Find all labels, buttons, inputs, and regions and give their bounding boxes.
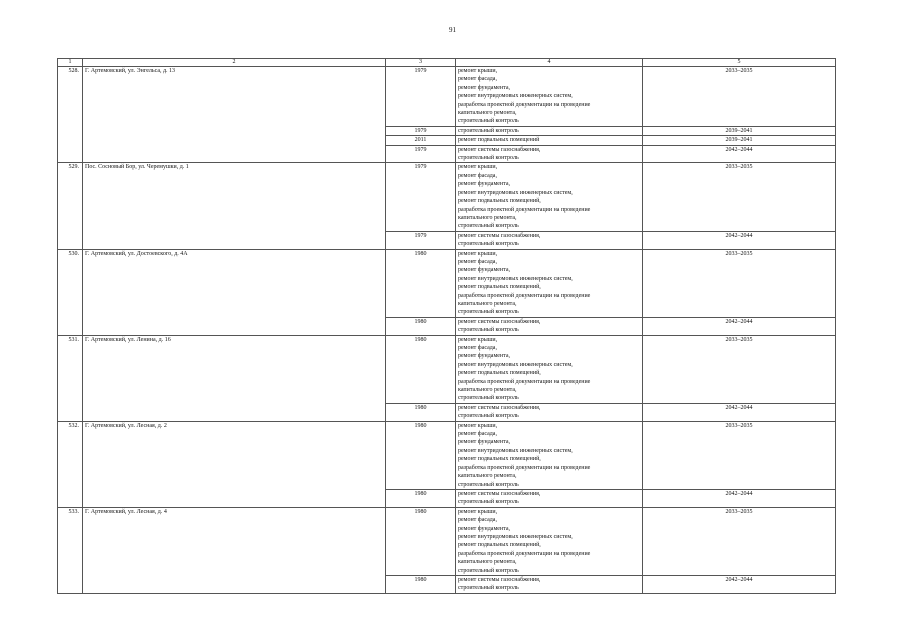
work-item: ремонт крыши, (458, 508, 498, 515)
year-cell: 1980 (386, 249, 456, 317)
period-cell: 2042–2044 (643, 145, 836, 163)
period-cell: 2039–2041 (643, 126, 836, 135)
table-row (58, 249, 836, 317)
row-number: 529. (58, 163, 83, 249)
address-cell: Г. Артемовский, ул. Лесная, д. 4 (83, 507, 386, 593)
work-item: ремонт подвальных помещений, (458, 284, 541, 291)
repair-schedule-table (57, 58, 836, 594)
work-item: ремонт внутридомовых инженерных систем, (458, 361, 573, 368)
works-cell (456, 249, 643, 317)
year-cell: 1980 (386, 317, 456, 335)
work-item: ремонт внутридомовых инженерных систем, (458, 189, 573, 196)
work-item: ремонт фасада, (458, 517, 497, 524)
page-number: 91 (449, 26, 456, 34)
address-cell: Пос. Сосновый Бор, ул. Черемушки, д. 1 (83, 163, 386, 249)
works-cell (456, 489, 643, 507)
period-cell: 2033–2035 (643, 335, 836, 403)
work-item: ремонт подвальных помещений, (458, 370, 541, 377)
work-item: ремонт фундамента, (458, 267, 510, 274)
year-cell: 1980 (386, 489, 456, 507)
work-item: ремонт системы газоснабжения, (458, 576, 541, 583)
period-cell: 2042–2044 (643, 575, 836, 593)
work-item: строительный контроль (458, 155, 519, 162)
work-item: ремонт крыши, (458, 164, 498, 171)
work-item: ремонт крыши, (458, 336, 498, 343)
work-item: капитального ремонта, (458, 110, 517, 117)
header-col-3: 3 (386, 59, 456, 67)
work-item: ремонт подвальных помещений, (458, 198, 541, 205)
table-row (58, 421, 836, 489)
table-body (58, 67, 836, 594)
table-row (58, 163, 836, 231)
year-cell: 1980 (386, 403, 456, 421)
work-item: строительный контроль (458, 118, 519, 125)
period-cell: 2039–2041 (643, 136, 836, 145)
work-item: строительный контроль (458, 223, 519, 230)
period-cell: 2033–2035 (643, 67, 836, 127)
work-item: разработка проектной документации на проведение (458, 206, 591, 213)
work-item: ремонт фундамента, (458, 84, 510, 91)
work-item: строительный контроль (458, 567, 519, 574)
table-row (58, 335, 836, 403)
work-item: капитального ремонта, (458, 559, 517, 566)
table-header-row (58, 59, 836, 67)
work-item: строительный контроль (458, 395, 519, 402)
table-row (58, 67, 836, 127)
work-item: капитального ремонта, (458, 473, 517, 480)
works-cell (456, 163, 643, 231)
header-col-2: 2 (83, 59, 386, 67)
work-item: ремонт системы газоснабжения, (458, 318, 541, 325)
address-cell: Г. Артемовский, ул. Лесная, д. 2 (83, 421, 386, 507)
works-cell (456, 335, 643, 403)
header-col-4: 4 (456, 59, 643, 67)
work-item: ремонт фасада, (458, 172, 497, 179)
work-item: разработка проектной документации на проведение (458, 550, 591, 557)
year-cell: 1980 (386, 421, 456, 489)
year-cell: 2011 (386, 136, 456, 145)
works-cell (456, 231, 643, 249)
work-item: ремонт фундамента, (458, 181, 510, 188)
work-item: ремонт фундамента, (458, 439, 510, 446)
work-item: разработка проектной документации на проведение (458, 292, 591, 299)
work-item: капитального ремонта, (458, 214, 517, 221)
period-cell: 2042–2044 (643, 317, 836, 335)
period-cell: 2042–2044 (643, 489, 836, 507)
work-item: ремонт внутридомовых инженерных систем, (458, 93, 573, 100)
work-item: ремонт фундамента, (458, 525, 510, 532)
works-cell (456, 507, 643, 575)
work-item: ремонт подвальных помещений, (458, 456, 541, 463)
period-cell: 2033–2035 (643, 507, 836, 575)
work-item: капитального ремонта, (458, 387, 517, 394)
address-cell: Г. Артемовский, ул. Ленина, д. 16 (83, 335, 386, 421)
work-item: разработка проектной документации на проведение (458, 378, 591, 385)
works-cell (456, 403, 643, 421)
work-item: ремонт подвальных помещений (458, 137, 540, 144)
works-cell (456, 421, 643, 489)
year-cell: 1980 (386, 507, 456, 575)
year-cell: 1980 (386, 575, 456, 593)
year-cell: 1979 (386, 145, 456, 163)
row-number: 533. (58, 507, 83, 593)
work-item: ремонт подвальных помещений, (458, 542, 541, 549)
work-item: ремонт системы газоснабжения, (458, 490, 541, 497)
header-col-5: 5 (643, 59, 836, 67)
row-number: 528. (58, 67, 83, 163)
year-cell: 1979 (386, 163, 456, 231)
works-cell (456, 136, 643, 145)
work-item: строительный контроль (458, 241, 519, 248)
work-item: строительный контроль (458, 309, 519, 316)
work-item: строительный контроль (458, 585, 519, 592)
works-cell (456, 317, 643, 335)
period-cell: 2042–2044 (643, 231, 836, 249)
work-item: разработка проектной документации на проведение (458, 101, 591, 108)
work-item: ремонт внутридомовых инженерных систем, (458, 275, 573, 282)
period-cell: 2033–2035 (643, 421, 836, 489)
header-col-1: 1 (58, 59, 83, 67)
row-number: 530. (58, 249, 83, 335)
period-cell: 2042–2044 (643, 403, 836, 421)
work-item: капитального ремонта, (458, 300, 517, 307)
work-item: ремонт системы газоснабжения, (458, 146, 541, 153)
work-item: ремонт фасада, (458, 76, 497, 83)
address-cell: Г. Артемовский, ул. Энгельса, д. 13 (83, 67, 386, 163)
row-number: 531. (58, 335, 83, 421)
work-item: строительный контроль (458, 127, 519, 134)
work-item: ремонт крыши, (458, 250, 498, 257)
work-item: ремонт крыши, (458, 68, 498, 74)
work-item: ремонт фасада, (458, 431, 497, 438)
work-item: ремонт фасада, (458, 345, 497, 351)
row-number: 532. (58, 421, 83, 507)
work-item: ремонт фундамента, (458, 353, 510, 360)
work-item: строительный контроль (458, 327, 519, 334)
address-cell: Г. Артемовский, ул. Достоевского, д. 4А (83, 249, 386, 335)
works-cell (456, 145, 643, 163)
period-cell: 2033–2035 (643, 249, 836, 317)
works-cell (456, 67, 643, 127)
table-row (58, 507, 836, 575)
work-item: строительный контроль (458, 481, 519, 488)
works-cell (456, 575, 643, 593)
period-cell: 2033–2035 (643, 163, 836, 231)
work-item: ремонт системы газоснабжения, (458, 404, 541, 411)
works-cell (456, 126, 643, 135)
work-item: ремонт системы газоснабжения, (458, 232, 541, 239)
work-item: ремонт фасада, (458, 258, 497, 265)
year-cell: 1979 (386, 126, 456, 135)
work-item: ремонт внутридомовых инженерных систем, (458, 447, 573, 454)
work-item: строительный контроль (458, 413, 519, 420)
work-item: ремонт крыши, (458, 422, 498, 429)
work-item: разработка проектной документации на проведение (458, 464, 591, 471)
year-cell: 1979 (386, 67, 456, 127)
year-cell: 1979 (386, 231, 456, 249)
work-item: ремонт внутридомовых инженерных систем, (458, 533, 573, 540)
work-item: строительный контроль (458, 499, 519, 506)
year-cell: 1980 (386, 335, 456, 403)
